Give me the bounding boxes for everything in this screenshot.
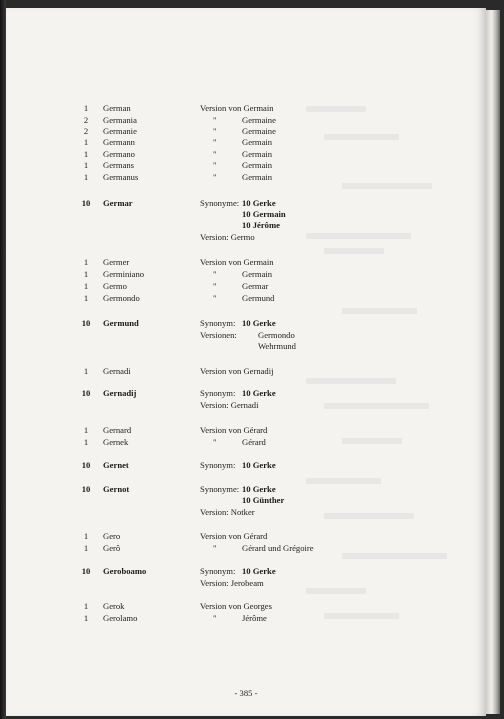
entry-name: Geroboamo (103, 566, 147, 576)
entry-name: Germer (103, 257, 130, 267)
entry-name: Gernard (103, 425, 132, 435)
ditto-mark: " (213, 437, 217, 447)
entry-relation: Version: Germo (200, 232, 255, 242)
entry-number: 1 (83, 366, 89, 376)
list-row (6, 231, 486, 243)
entry-name: Gernadij (103, 388, 137, 398)
entry-name: Gerok (103, 601, 125, 611)
entry-number: 10 (81, 388, 91, 398)
entry-number: 10 (81, 484, 91, 494)
bleed-through-smudge (324, 248, 384, 254)
entry-target: Wehrmund (258, 341, 296, 351)
entry-name: Germar (103, 198, 133, 208)
entry-name: Gernet (103, 460, 129, 470)
entry-number: 10 (81, 566, 91, 576)
list-row (6, 459, 486, 471)
entry-target: Germain (242, 172, 273, 182)
ditto-mark: " (213, 160, 217, 170)
list-row (6, 612, 486, 624)
entry-name: Germania (103, 115, 137, 125)
list-row (6, 219, 486, 231)
entry-target: Germar (242, 281, 269, 291)
entry-target: Germund (242, 293, 275, 303)
ditto-mark: " (213, 269, 217, 279)
entry-target: Germain (242, 149, 273, 159)
entry-relation: Version von Germain (200, 257, 274, 267)
entry-number: 10 (81, 460, 91, 470)
entry-target: Germain (242, 160, 273, 170)
entry-number: 1 (83, 437, 89, 447)
list-row (6, 256, 486, 268)
entry-name: Germanie (103, 126, 137, 136)
entry-name: Germanus (103, 172, 139, 182)
entry-target: 10 Gerke (242, 566, 276, 576)
entry-relation: Version: Jerobeam (200, 578, 264, 588)
entry-name: Germann (103, 137, 135, 147)
entry-number: 1 (83, 257, 89, 267)
ditto-mark: " (213, 115, 217, 125)
entry-relation: Synonym: (200, 318, 236, 328)
list-row (6, 565, 486, 577)
entry-target: 10 Germain (242, 209, 286, 219)
entry-relation: Versionen: (200, 330, 237, 340)
entry-name: Germano (103, 149, 135, 159)
list-row (6, 600, 486, 612)
entry-relation: Synonym: (200, 388, 236, 398)
entry-relation: Synonyme: (200, 484, 240, 494)
list-row (6, 436, 486, 448)
ditto-mark: " (213, 281, 217, 291)
entry-name: Gerolamo (103, 613, 138, 623)
ditto-mark: " (213, 172, 217, 182)
entry-target: 10 Günther (242, 495, 285, 505)
entry-target: Germaine (242, 126, 276, 136)
entry-number: 1 (83, 172, 89, 182)
entry-number: 1 (83, 601, 89, 611)
list-row (6, 542, 486, 554)
entry-target: Gérard (242, 437, 266, 447)
list-row (6, 317, 486, 329)
entry-relation: Synonyme: (200, 198, 240, 208)
entry-name: Germondo (103, 293, 140, 303)
entry-target: Germondo (258, 330, 295, 340)
entry-target: Gérard und Grégoire (242, 543, 314, 553)
entry-name: Gernek (103, 437, 129, 447)
list-row (6, 530, 486, 542)
bleed-through-smudge (342, 308, 417, 314)
entry-name: Gero (103, 531, 121, 541)
entry-number: 1 (83, 543, 89, 553)
entry-target: 10 Jérôme (242, 220, 280, 230)
entry-name: Germans (103, 160, 135, 170)
bleed-through-smudge (342, 183, 432, 189)
entry-target: 10 Gerke (242, 460, 276, 470)
entry-target: Germain (242, 137, 273, 147)
bleed-through-smudge (306, 378, 396, 384)
list-row (6, 387, 486, 399)
list-row (6, 577, 486, 589)
list-row (6, 494, 486, 506)
entry-number: 1 (83, 281, 89, 291)
entry-number: 1 (83, 149, 89, 159)
entry-relation: Version von Gérard (200, 425, 268, 435)
entry-number: 2 (83, 115, 89, 125)
entry-target: 10 Gerke (242, 484, 276, 494)
entry-target: Germain (242, 269, 273, 279)
list-row (6, 280, 486, 292)
page-stack-edge (486, 10, 500, 714)
entry-target: Jérôme (242, 613, 267, 623)
list-row (6, 399, 486, 411)
entry-target: 10 Gerke (242, 318, 276, 328)
list-row (6, 171, 486, 183)
entry-name: Germund (103, 318, 139, 328)
entry-target: 10 Gerke (242, 198, 276, 208)
book-page (6, 8, 486, 716)
ditto-mark: " (213, 149, 217, 159)
page-number: - 385 - (234, 688, 258, 698)
entry-relation: Version von Germain (200, 103, 274, 113)
entry-target: Germaine (242, 115, 276, 125)
entry-relation: Version von Gérard (200, 531, 268, 541)
entry-number: 1 (83, 531, 89, 541)
entry-number: 1 (83, 293, 89, 303)
list-row (6, 292, 486, 304)
ditto-mark: " (213, 137, 217, 147)
entry-number: 1 (83, 269, 89, 279)
list-row (6, 159, 486, 171)
entry-relation: Synonym: (200, 566, 236, 576)
entry-name: Germiniano (103, 269, 145, 279)
entry-number: 1 (83, 613, 89, 623)
entry-number: 10 (81, 318, 91, 328)
entry-name: Gerô (103, 543, 121, 553)
list-row (6, 424, 486, 436)
ditto-mark: " (213, 543, 217, 553)
entry-name: Gernot (103, 484, 130, 494)
ditto-mark: " (213, 613, 217, 623)
entry-name: Gernadi (103, 366, 131, 376)
list-row (6, 102, 486, 114)
ditto-mark: " (213, 293, 217, 303)
entry-number: 1 (83, 160, 89, 170)
entry-relation: Version: Gernadi (200, 400, 259, 410)
entry-relation: Version von Georges (200, 601, 272, 611)
entry-number: 1 (83, 103, 89, 113)
list-row (6, 340, 486, 352)
list-row (6, 365, 486, 377)
entry-relation: Synonym: (200, 460, 236, 470)
entry-number: 1 (83, 425, 89, 435)
entry-target: 10 Gerke (242, 388, 276, 398)
entry-name: Germo (103, 281, 127, 291)
entry-number: 1 (83, 137, 89, 147)
list-row (6, 136, 486, 148)
entry-number: 2 (83, 126, 89, 136)
entry-relation: Version: Notker (200, 507, 255, 517)
entry-relation: Version von Gernadij (200, 366, 274, 376)
list-row (6, 506, 486, 518)
ditto-mark: " (213, 126, 217, 136)
entry-name: German (103, 103, 131, 113)
list-row (6, 268, 486, 280)
entry-number: 10 (81, 198, 91, 208)
